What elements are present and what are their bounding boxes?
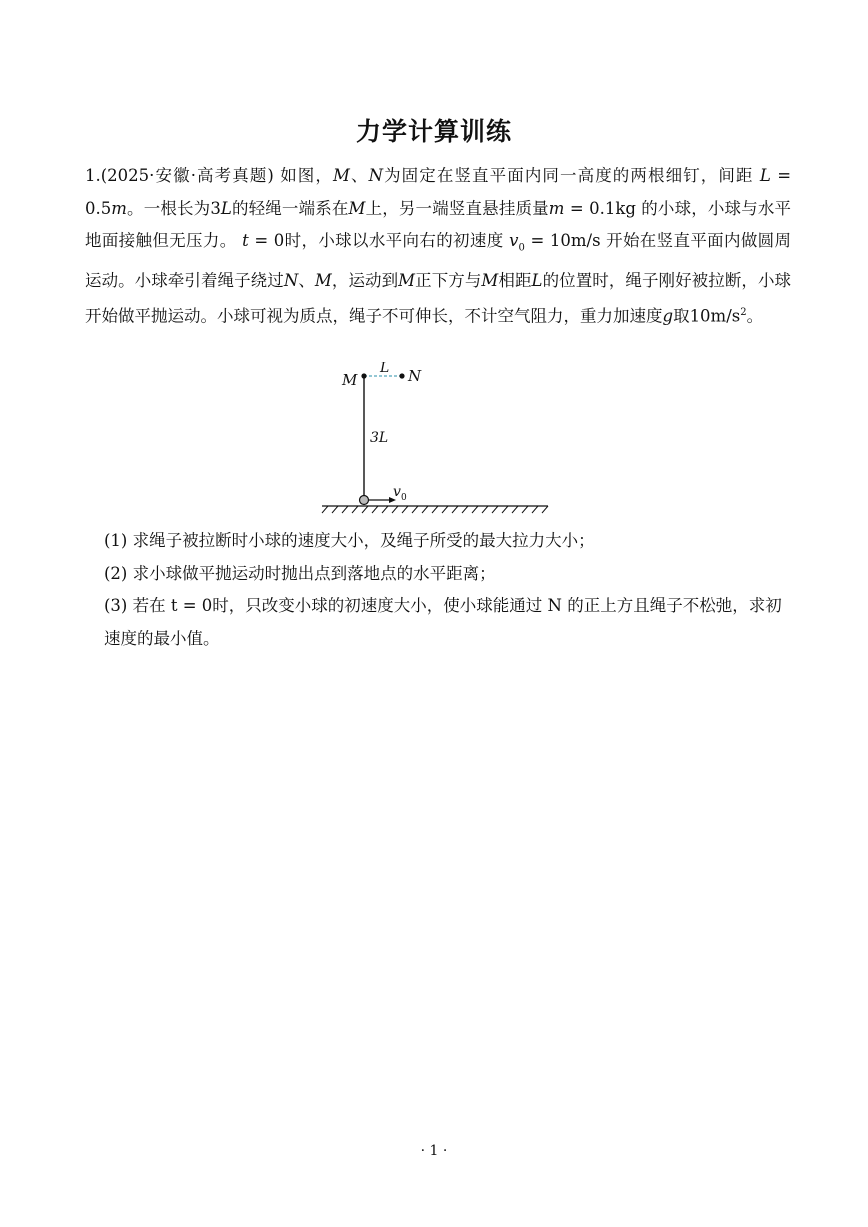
text-run: 。 [746, 306, 764, 326]
text-run: 、 [349, 166, 369, 185]
page-number: · 1 · [420, 1143, 448, 1159]
text-run: 。一根长为3 [126, 198, 221, 218]
var-N: N [368, 166, 383, 185]
text-run: = 0时，小球以水平向右的初速度 [254, 231, 504, 250]
var-m: m [548, 198, 565, 218]
text-run: 取10m/s [673, 306, 741, 326]
text-run: 如图， [280, 166, 333, 185]
exponent: 2 [740, 307, 747, 319]
text-run: = 0.1kg 的小球，小球与水平地面接触但无压力。 [85, 198, 792, 250]
text-run: 正下方与 [415, 270, 482, 290]
text-run: 上，另一端竖直悬挂质量 [365, 198, 549, 218]
label-v: v [393, 484, 401, 500]
label-v-subscript: 0 [401, 493, 407, 503]
var-M: M [398, 270, 416, 290]
var-t: t [242, 231, 249, 250]
var-M: M [332, 166, 350, 185]
var-v: v [509, 231, 519, 250]
text-run: 为固定在竖直平面内同一高度的两根细钉，间距 [383, 166, 754, 185]
label-M: M [342, 371, 358, 389]
ball [360, 496, 369, 505]
text-run: 的位置时，绳子刚好被拉断，小球开始做平抛运动。小球可视为质点，绳子不可伸长，不计空气阻力，重力加速度 [85, 270, 792, 326]
text-run: = 10m/s 开始在竖直平面内做圆周运动。小球牵引着绳子绕过 [85, 231, 792, 290]
question-list [104, 525, 791, 655]
problem-source: (2025·安徽·高考真题) [100, 166, 274, 185]
text-run: 相距 [498, 270, 532, 290]
var-L: L [531, 270, 543, 290]
question-3: (3) 若在 t = 0时，只改变小球的初速度大小，使小球能通过 N 的正上方且绳子不松弛，求初速度的最小值。 [104, 596, 782, 648]
text-run: ，运动到 [331, 270, 399, 290]
problem-statement [85, 160, 791, 333]
var-L: L [759, 166, 771, 185]
page-title: 力学计算训练 [355, 117, 512, 146]
var-m: m [111, 198, 127, 218]
text-run: 、 [298, 270, 315, 290]
text-run: 的轻绳一端系在 [231, 198, 349, 218]
var-N: N [283, 270, 299, 290]
var-M: M [314, 270, 332, 290]
var-M: M [348, 198, 366, 218]
physics-diagram [318, 362, 558, 522]
question-1: (1) 求绳子被拉断时小球的速度大小，及绳子所受的最大拉力大小； [104, 531, 595, 550]
var-v-subscript: 0 [518, 242, 525, 254]
var-M: M [481, 270, 499, 290]
label-L: L [380, 362, 390, 376]
text-run: = 0.5 [85, 166, 792, 218]
nail-n [399, 373, 404, 378]
var-g: g [662, 306, 674, 326]
var-L: L [220, 198, 232, 218]
label-3L: 3L [370, 430, 389, 446]
question-2: (2) 求小球做平抛运动时抛出点到落地点的水平距离； [104, 563, 496, 583]
ground-hatching [322, 506, 548, 513]
label-N: N [408, 367, 422, 385]
problem-number: 1. [85, 166, 101, 185]
